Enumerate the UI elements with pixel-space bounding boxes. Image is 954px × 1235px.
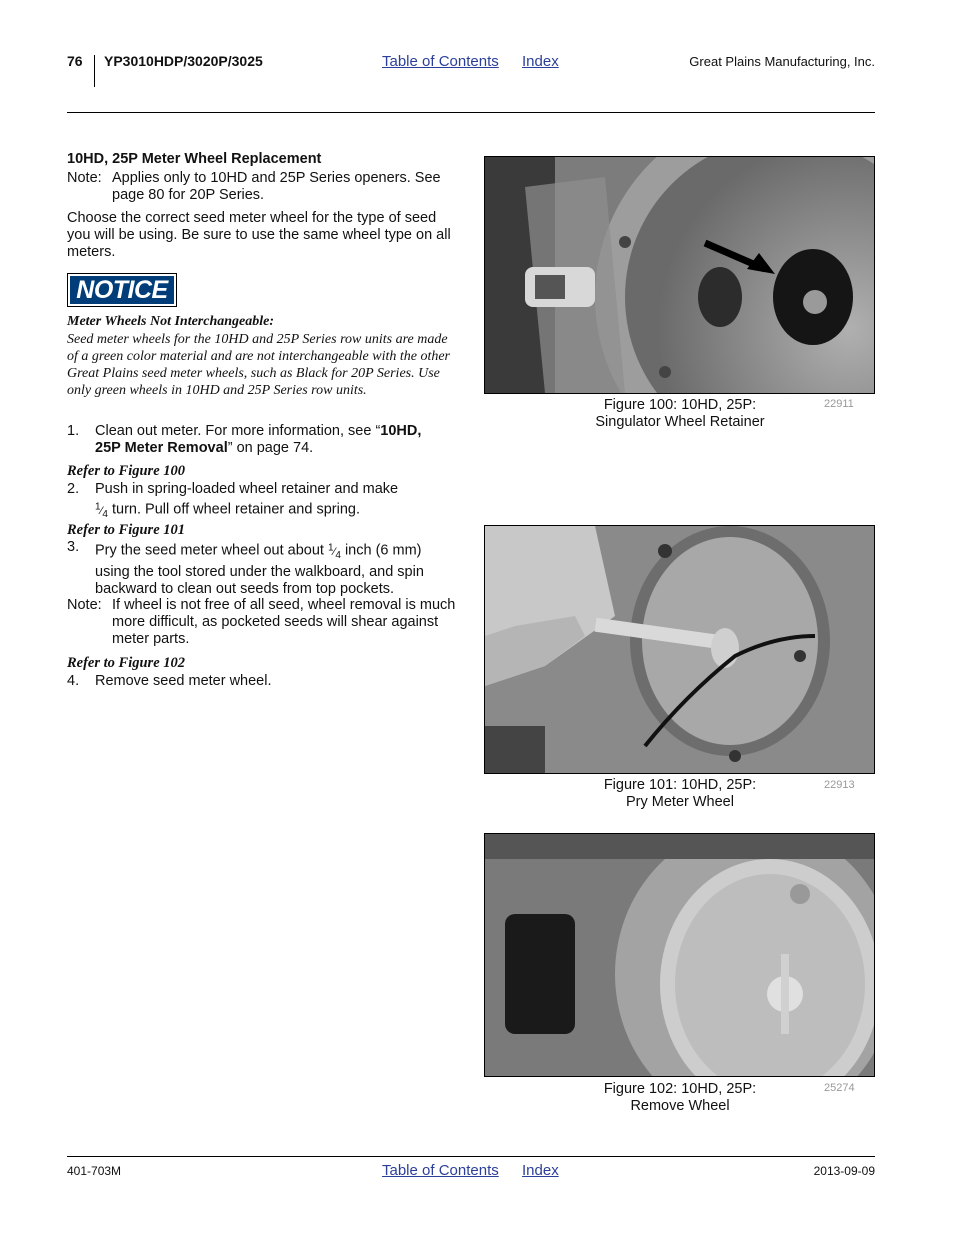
refer-figure-102: Refer to Figure 102 bbox=[67, 655, 186, 671]
figure-102-caption: Figure 102: 10HD, 25P: Remove Wheel bbox=[603, 1081, 757, 1114]
model-title: YP3010HDP/3020P/3025 bbox=[104, 53, 263, 69]
step-number: 3. bbox=[67, 539, 80, 555]
refer-figure-100: Refer to Figure 100 bbox=[67, 463, 186, 479]
note-label: Note: bbox=[67, 597, 102, 613]
figure-101-caption: Figure 101: 10HD, 25P: Pry Meter Wheel bbox=[603, 777, 757, 810]
header-rule bbox=[67, 112, 875, 113]
page-number: 76 bbox=[67, 53, 83, 69]
fraction-quarter: $^1⁄_4$ bbox=[95, 501, 108, 520]
notice-badge bbox=[67, 273, 177, 307]
note-seed-free bbox=[67, 597, 459, 648]
step-text: Pry the seed meter wheel out about $^1⁄_4$ inch (6 mm) using the tool stored under the walkboard, and spin backward to clean out seeds from top pockets. bbox=[95, 542, 424, 597]
document-date: 2013-09-09 bbox=[813, 1164, 875, 1178]
step-number: 1. bbox=[67, 423, 80, 439]
notice-title: Meter Wheels Not Interchangeable: bbox=[67, 314, 275, 329]
figure-102-photo bbox=[484, 833, 875, 1077]
step-4 bbox=[67, 673, 459, 690]
header-divider bbox=[94, 55, 95, 87]
note-label: Note: bbox=[67, 170, 102, 186]
notice-text: Seed meter wheels for the 10HD and 25P Series row units are made of a green color material and are not interchangeable with the other Great Plains seed meter wheels, such as Black for 20P Series. Use only green wheels in 10HD and 25P Series row units. bbox=[67, 332, 450, 398]
footer-index-link[interactable]: Index bbox=[522, 1162, 559, 1179]
figure-100-caption: Figure 100: 10HD, 25P: Singulator Wheel Retainer bbox=[595, 397, 765, 430]
step-text: Remove seed meter wheel. bbox=[95, 673, 272, 689]
meter-removal-ref[interactable]: 10HD, 25P Meter Removal bbox=[95, 423, 422, 456]
figure-101-number: 22913 bbox=[824, 779, 855, 791]
step-number: 4. bbox=[67, 673, 80, 689]
step-text: Clean out meter. For more information, see “10HD, 25P Meter Removal” on page 74. bbox=[95, 423, 422, 456]
footer-toc-link[interactable]: Table of Contents bbox=[382, 1162, 499, 1179]
step-3 bbox=[67, 539, 459, 598]
step-text: Push in spring-loaded wheel retainer and make $^1⁄_4$ turn. Pull off wheel retainer and spring. bbox=[95, 481, 399, 520]
footer-rule bbox=[67, 1156, 875, 1157]
header-toc-link[interactable]: Table of Contents bbox=[382, 53, 499, 70]
note-text: If wheel is not free of all seed, wheel removal is much more difficult, as pocketed seeds will shear against meter parts. bbox=[112, 597, 456, 647]
figure-102-number: 25274 bbox=[824, 1082, 855, 1094]
step-number: 2. bbox=[67, 481, 80, 497]
section-heading: 10HD, 25P Meter Wheel Replacement bbox=[67, 151, 322, 167]
header-index-link[interactable]: Index bbox=[522, 53, 559, 70]
figure-100-photo bbox=[484, 156, 875, 394]
company-name: Great Plains Manufacturing, Inc. bbox=[689, 54, 875, 69]
figure-100-number: 22911 bbox=[824, 398, 854, 410]
note-applies bbox=[67, 170, 459, 204]
refer-figure-101: Refer to Figure 101 bbox=[67, 522, 186, 538]
note-text: Applies only to 10HD and 25P Series openers. See page 80 for 20P Series. bbox=[112, 170, 441, 203]
document-number: 401-703M bbox=[67, 1164, 122, 1178]
figure-101-photo bbox=[484, 525, 875, 774]
notice-label: NOTICE bbox=[70, 276, 174, 304]
intro-paragraph: Choose the correct seed meter wheel for the type of seed you will be using. Be sure to use the same wheel type on all meters. bbox=[67, 210, 451, 260]
step-2 bbox=[67, 481, 459, 523]
step-1 bbox=[67, 423, 459, 457]
fraction-quarter: $^1⁄_4$ bbox=[327, 542, 341, 561]
